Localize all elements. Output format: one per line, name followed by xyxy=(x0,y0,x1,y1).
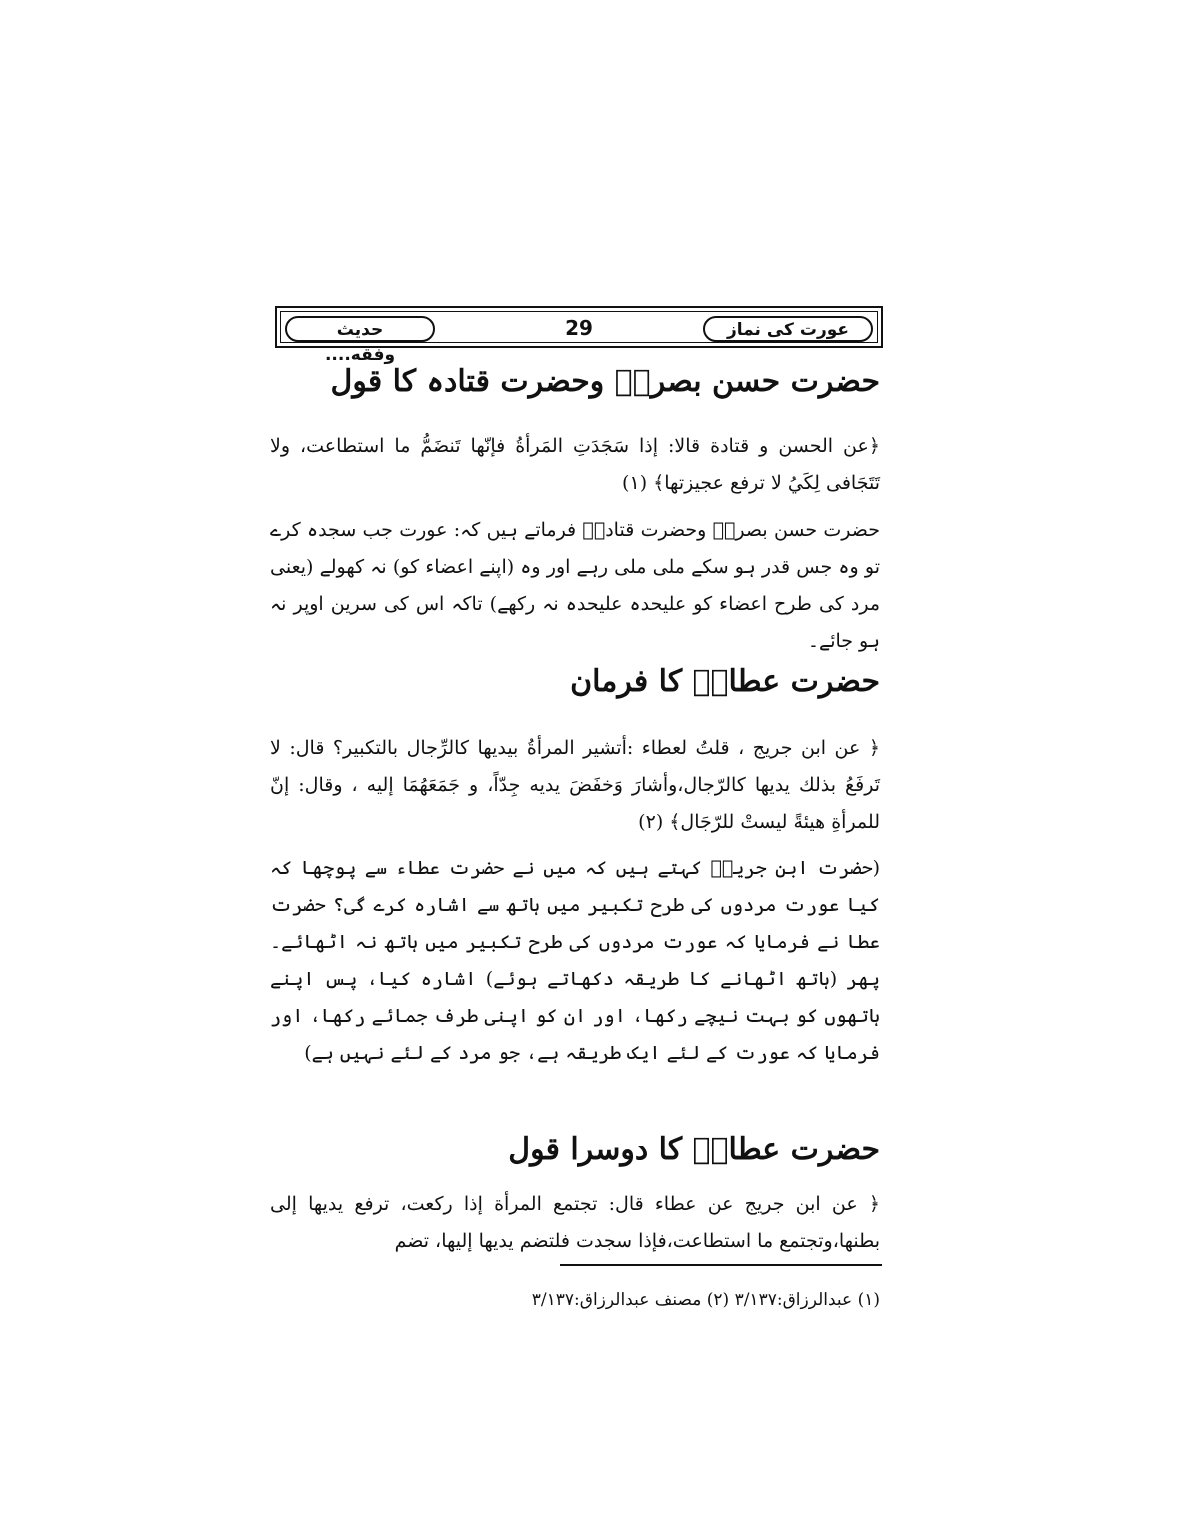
footnotes: (١) عبدالرزاق:٣/١٣٧ (٢) مصنف عبدالرزاق:٣/١٣٧ xyxy=(531,1290,880,1310)
arabic-hadith-3: ﴿ عن ابن جريج عن عطاء قال: تجتمع المرأة إذا ركعت، ترفع يديها إلى بطنها،وتجتمع ما استطاعت،فإذا سجدت فلتضم يديها إليها، تضم xyxy=(270,1193,880,1252)
page-header xyxy=(275,306,883,365)
page-header-inner-border xyxy=(280,311,878,365)
section-heading-ata-farman: حضرت عطاءؒ کا فرمان xyxy=(570,664,880,699)
section-heading-ata-second-qaul: حضرت عطاءؒ کا دوسرا قول xyxy=(508,1132,880,1167)
section-heading-hasan-qatada: حضرت حسن بصریؒ وحضرت قتادہ کا قول xyxy=(330,364,880,399)
arabic-hadith-2: ﴿ عن ابن جريج ، قلتُ لعطاء :أتشير المرأةُ بيديها كالرِّجال بالتكبير؟ قال: لا تَرفَعُ بذلك يديها كالرّجال،وأشارَ وَخفَضَ يديه جِدّاً، و جَمَعَهُمَا إليه ، وقال: إنّ للمرأةِ هيئةً ليستْ للرّجَال﴾ (٢) xyxy=(270,737,880,833)
section-label: حدیث وفقه.... xyxy=(285,316,435,342)
footnote-divider xyxy=(560,1264,882,1266)
arabic-hadith-1: ﴿عن الحسن و قتادة قالا: إذا سَجَدَتِ المَرأةُ فإنّها تَنضَمُّ ما استطاعت، ولا تَتَجَافى لِكَيُ لا ترفع عجيزتها﴾ (١) xyxy=(270,435,880,494)
urdu-translation-2: (حضرت ابن جریجؒ کہتے ہیں کہ میں نے حضرت عطاء سے پوچھا کہ کیا عورت مردوں کی طرح تکبیر میں ہاتھ سے اشارہ کرے گی؟ حضرت عطا نے فرمایا کہ عورت مردوں کی طرح تکبیر میں ہاتھ نہ اٹھائے۔ پھر (ہاتھ اٹھانے کا طریقہ دکھاتے ہوئے) اشارہ کیا، پس اپنے ہاتھوں کو بہت نیچے رکھا، اور ان کو اپنی طرف جمائے رکھا، اور فرمایا کہ عورت کے لئے ایک طریقہ ہے، جو مرد کے لئے نہیں ہے) xyxy=(270,857,880,1064)
book-title: عورت کی نماز xyxy=(703,316,873,342)
urdu-translation-1: حضرت حسن بصریؒ وحضرت قتادہؒ فرماتے ہیں کہ: عورت جب سجدہ کرے تو وہ جس قدر ہو سکے ملی ملی رہے اور وہ (اپنے اعضاء کو) نہ کھولے (یعنی مرد کی طرح اعضاء کو علیحدہ علیحدہ نہ رکھے) تاکہ اس کی سرین اوپر نہ ہو جائے۔ xyxy=(270,519,880,652)
page-number: 29 xyxy=(565,316,593,340)
